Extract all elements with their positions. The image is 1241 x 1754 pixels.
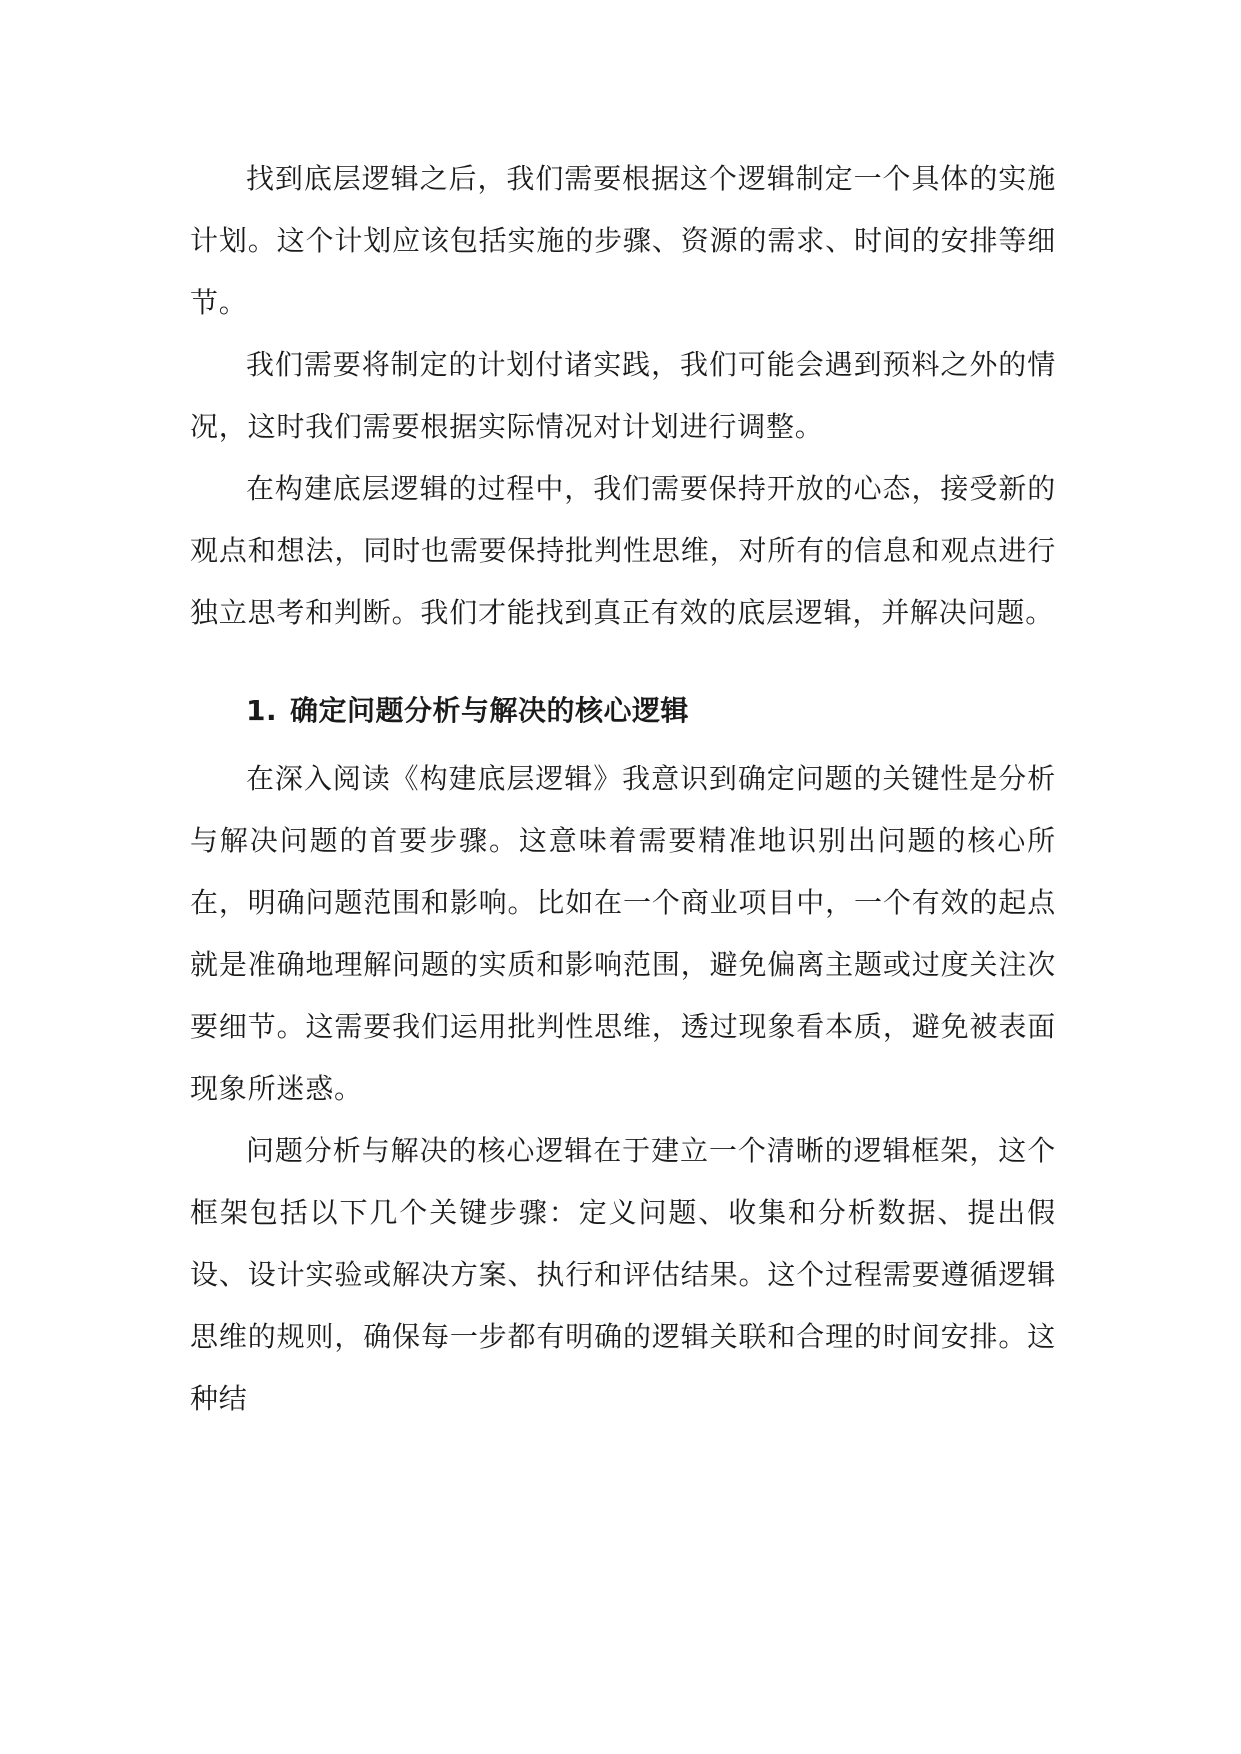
section-title: 确定问题分析与解决的核心逻辑 bbox=[290, 694, 690, 727]
section-heading bbox=[190, 680, 1056, 742]
paragraph-practice-adjust: 我们需要将制定的计划付诸实践，我们可能会遇到预料之外的情况，这时我们需要根据实际情况对计划进行调整。 bbox=[190, 348, 1056, 443]
paragraph-open-mindset: 在构建底层逻辑的过程中，我们需要保持开放的心态，接受新的观点和想法，同时也需要保持批判性思维，对所有的信息和观点进行独立思考和判断。我们才能找到真正有效的底层逻辑，并解决问题。 bbox=[190, 472, 1056, 629]
document-page bbox=[190, 148, 1056, 1430]
section-number: 1. bbox=[246, 694, 278, 727]
paragraph-logic-framework: 问题分析与解决的核心逻辑在于建立一个清晰的逻辑框架，这个框架包括以下几个关键步骤：定义问题、收集和分析数据、提出假设、设计实验或解决方案、执行和评估结果。这个过程需要遵循逻辑思维的规则，确保每一步都有明确的逻辑关联和合理的时间安排。这种结 bbox=[190, 1134, 1056, 1415]
paragraph-implementation-plan: 找到底层逻辑之后，我们需要根据这个逻辑制定一个具体的实施计划。这个计划应该包括实施的步骤、资源的需求、时间的安排等细节。 bbox=[190, 162, 1056, 319]
paragraph-define-problem: 在深入阅读《构建底层逻辑》我意识到确定问题的关键性是分析与解决问题的首要步骤。这意味着需要精准地识别出问题的核心所在，明确问题范围和影响。比如在一个商业项目中，一个有效的起点就是准确地理解问题的实质和影响范围，避免偏离主题或过度关注次要细节。这需要我们运用批判性思维，透过现象看本质，避免被表面现象所迷惑。 bbox=[190, 762, 1056, 1105]
